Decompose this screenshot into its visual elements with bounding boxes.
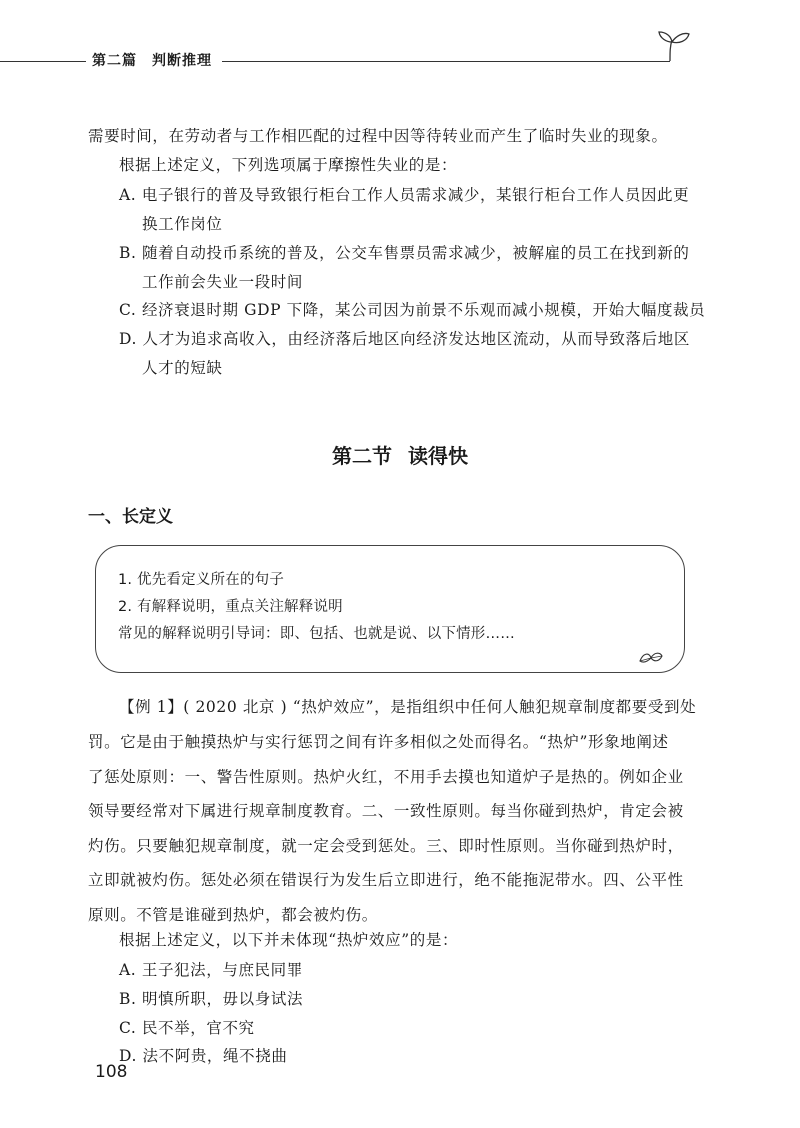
sprout-icon [656, 28, 692, 62]
example-line-7: 原则。不管是谁碰到热炉，都会被灼伤。 [88, 906, 378, 924]
example-option-a: A. 王子犯法，与庶民同罪 [119, 961, 303, 979]
question-prompt: 根据上述定义，下列选项属于摩擦性失业的是： [119, 156, 458, 174]
example-line-2: 罚。它是由于触摸热炉与实行惩罚之间有许多相似之处而得名。“热炉”形象地阐述 [88, 733, 669, 751]
question-continuation: 需要时间，在劳动者与工作相匹配的过程中因等待转业而产生了临时失业的现象。 [88, 127, 668, 145]
example-option-d: D. 法不阿贵，绳不挠曲 [119, 1047, 288, 1065]
example-line-3: 了惩处原则：一、警告性原则。热炉火红，不用手去摸也知道炉子是热的。例如企业 [88, 768, 684, 786]
section-title [0, 440, 800, 469]
option-b-line1: B. 随着自动投币系统的普及，公交车售票员需求减少，被解雇的员工在找到新的 [119, 244, 690, 262]
option-c-line1: C. 经济衰退时期 GDP 下降，某公司因为前景不乐观而减小规模，开始大幅度裁员 [119, 301, 706, 319]
tip-line-2: 2. 有解释说明，重点关注解释说明 [118, 599, 343, 615]
example-line-1: 【例 1】( 2020 北京 ) “热炉效应”，是指组织中任何人触犯规章制度都要受到处 [119, 698, 697, 716]
tip-line-1: 1. 优先看定义所在的句子 [118, 572, 285, 588]
example-option-b: B. 明慎所职，毋以身试法 [119, 990, 304, 1008]
section-name: 读得快 [408, 444, 468, 468]
leaf-icon [638, 650, 664, 664]
option-a-line2: 换工作岗位 [142, 215, 223, 233]
option-d-line1: D. 人才为追求高收入，由经济落后地区向经济发达地区流动，从而导致落后地区 [119, 330, 690, 348]
page-number: 108 [95, 1062, 128, 1082]
example-option-c: C. 民不举，官不究 [119, 1019, 255, 1037]
example-line-5: 灼伤。只要触犯规章制度，就一定会受到惩处。三、即时性原则。当你碰到热炉时， [88, 837, 684, 855]
example-line-4: 领导要经常对下属进行规章制度教育。二、一致性原则。每当你碰到热炉，肯定会被 [88, 802, 684, 820]
section-number: 第二节 [332, 444, 392, 468]
header-rule-left [0, 61, 86, 62]
option-a-line1: A. 电子银行的普及导致银行柜台工作人员需求减少，某银行柜台工作人员因此更 [119, 186, 690, 204]
option-d-line2: 人才的短缺 [142, 359, 223, 377]
option-b-line2: 工作前会失业一段时间 [142, 273, 304, 291]
tip-line-3: 常见的解释说明引导词：即、包括、也就是说、以下情形…… [118, 626, 515, 642]
subheading: 一、长定义 [88, 507, 173, 527]
example-line-6: 立即就被灼伤。惩处必须在错误行为发生后立即进行，绝不能拖泥带水。四、公平性 [88, 871, 684, 889]
header-rule-right [222, 61, 670, 62]
example-prompt: 根据上述定义，以下并未体现“热炉效应”的是： [119, 931, 459, 949]
running-header: 第二篇 判断推理 [92, 53, 212, 69]
